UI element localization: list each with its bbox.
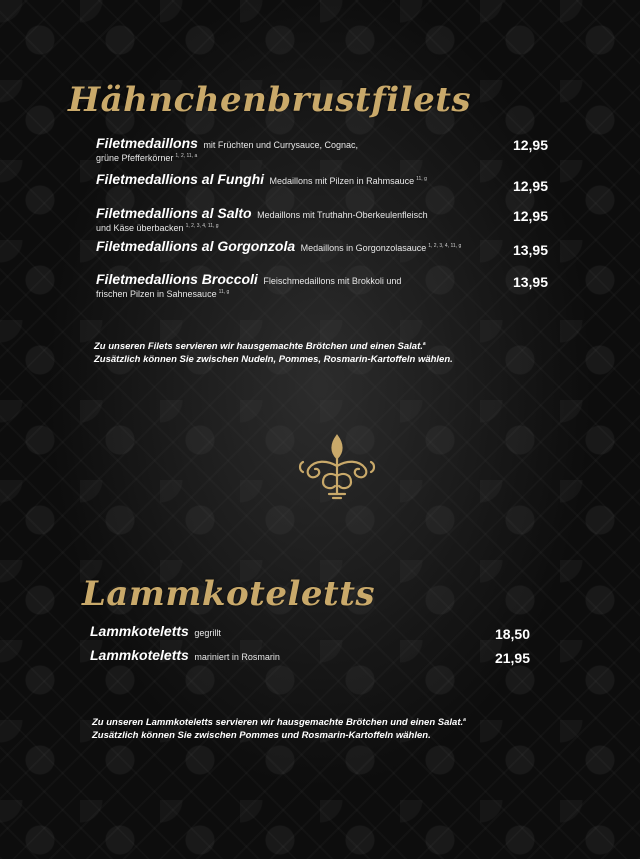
item-description: Medaillons mit Pilzen in Rahmsauce xyxy=(269,176,415,186)
note-line-1: Zu unseren Lammkoteletts servieren wir hausgemachte Brötchen und einen Salat. xyxy=(92,717,464,729)
item-description: mit Früchten und Currysauce, Cognac, xyxy=(203,140,359,150)
item-description: mariniert in Rosmarin xyxy=(194,652,280,662)
menu-item xyxy=(96,271,496,300)
note-sup: a xyxy=(463,717,466,723)
menu-item xyxy=(96,171,496,187)
item-price: 21,95 xyxy=(494,650,530,666)
item-description-2: grüne Pfefferkörner xyxy=(96,153,174,163)
item-price: 13,95 xyxy=(512,274,548,290)
menu-item xyxy=(96,135,416,164)
section-note xyxy=(94,338,554,366)
item-price: 12,95 xyxy=(512,208,548,224)
item-name: Filetmedallions al Salto xyxy=(96,205,252,221)
item-description: Fleischmedaillons mit Brokkoli und xyxy=(263,276,402,286)
note-line-2: Zusätzlich können Sie zwischen Pommes und Rosmarin-Kartoffeln wählen. xyxy=(92,730,431,742)
section-title-lammkoteletts: Lammkoteletts xyxy=(82,574,376,614)
note-line-2: Zusätzlich können Sie zwischen Nudeln, Pommes, Rosmarin-Kartoffeln wählen. xyxy=(94,354,453,366)
item-description: Medaillons mit Truthahn-Oberkeulenfleisch xyxy=(257,210,428,220)
item-allergens: 1, 2, 3, 4, 11, g xyxy=(185,223,219,229)
menu-item xyxy=(96,205,496,234)
section-note xyxy=(92,714,562,742)
item-name: Filetmedaillons xyxy=(96,135,198,151)
item-allergens: 1, 2, 11, a xyxy=(175,153,198,159)
menu-item xyxy=(90,623,450,639)
item-description-2: frischen Pilzen in Sahnesauce xyxy=(96,289,217,299)
item-price: 12,95 xyxy=(512,137,548,153)
menu-item xyxy=(90,647,450,663)
item-price: 12,95 xyxy=(512,178,548,194)
note-line-1: Zu unseren Filets servieren wir hausgemachte Brötchen und einen Salat. xyxy=(94,341,423,353)
item-description-2: und Käse überbacken xyxy=(96,223,184,233)
item-allergens: 1, 2, 3, 4, 11, g xyxy=(428,243,462,249)
item-name: Filetmedallions Broccoli xyxy=(96,271,258,287)
item-name: Lammkoteletts xyxy=(90,647,189,663)
section-title-haehnchenbrustfilets: Hähnchenbrustfilets xyxy=(68,80,472,120)
item-name: Filetmedallions al Funghi xyxy=(96,171,265,187)
item-name: Filetmedallions al Gorgonzola xyxy=(96,238,296,254)
baroque-fleur-ornament-icon xyxy=(297,432,377,500)
item-price: 13,95 xyxy=(512,242,548,258)
item-price: 18,50 xyxy=(494,626,530,642)
menu-item xyxy=(96,238,496,254)
item-allergens: 11, g xyxy=(218,289,230,295)
item-name: Lammkoteletts xyxy=(90,623,189,639)
note-sup: a xyxy=(422,341,426,347)
item-description: Medaillons in Gorgonzolasauce xyxy=(300,243,427,253)
item-allergens: 11, g xyxy=(416,176,427,182)
item-description: gegrillt xyxy=(194,628,221,638)
